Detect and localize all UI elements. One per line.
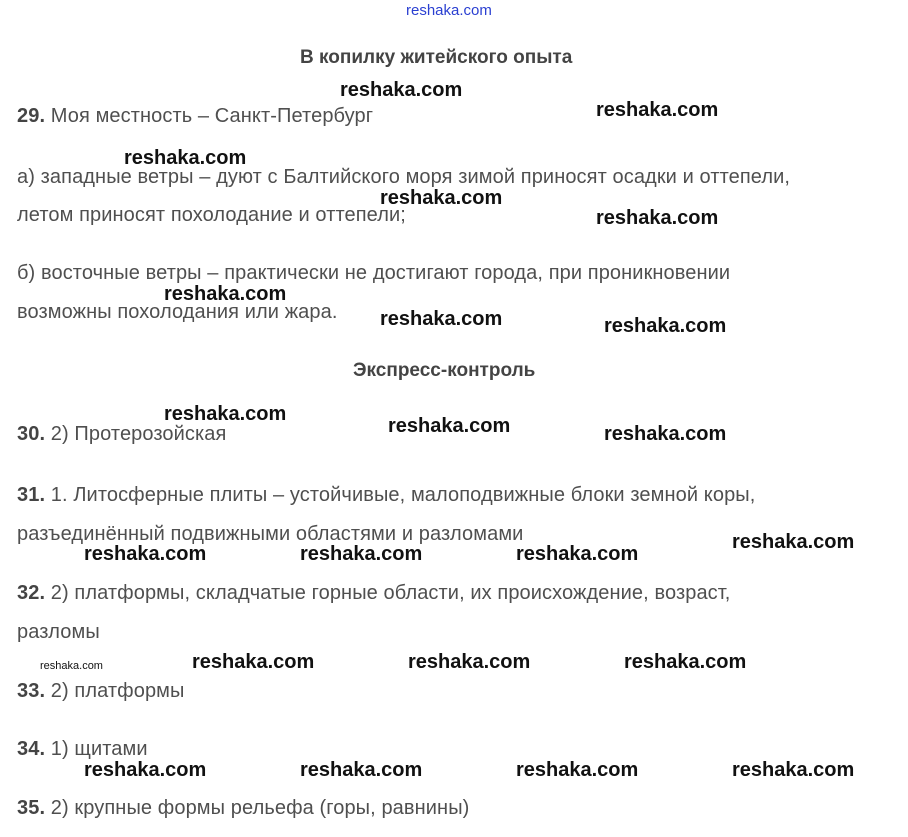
answer-text: 2) Протерозойская — [50, 423, 227, 445]
question-number: 30. — [17, 423, 46, 445]
watermark: reshaka.com — [300, 543, 423, 565]
watermark-small: reshaka.com — [40, 660, 103, 672]
watermark: reshaka.com — [164, 403, 287, 425]
answer-text: 2) крупные формы рельефа (горы, равнины) — [50, 797, 470, 819]
question-number: 32. — [17, 582, 46, 604]
watermark-top: reshaka.com — [406, 2, 492, 19]
watermark: reshaka.com — [380, 308, 503, 330]
question-32-line-2: разломы — [17, 621, 100, 643]
question-32-line-1 — [17, 582, 730, 605]
answer-29b-line-2: возможны похолодания или жара. — [17, 301, 338, 323]
watermark: reshaka.com — [604, 315, 727, 337]
section-heading-express-control: Экспресс-контроль — [353, 360, 536, 381]
watermark: reshaka.com — [408, 651, 531, 673]
question-number: 31. — [17, 484, 46, 506]
watermark: reshaka.com — [732, 759, 855, 781]
watermark: reshaka.com — [164, 283, 287, 305]
question-number: 34. — [17, 738, 46, 760]
watermark: reshaka.com — [604, 423, 727, 445]
answer-text: 1. Литосферные плиты – устойчивые, малоподвижные блоки земной коры, — [50, 484, 756, 506]
answer-text: 1) щитами — [50, 738, 148, 760]
answer-text: 2) платформы, складчатые горные области, их происхождение, возраст, — [50, 582, 731, 604]
answer-29b-line-1: б) восточные ветры – практически не достигают города, при проникновении — [17, 262, 731, 284]
watermark: reshaka.com — [192, 651, 315, 673]
watermark: reshaka.com — [380, 187, 503, 209]
watermark: reshaka.com — [300, 759, 423, 781]
watermark: reshaka.com — [596, 99, 719, 121]
answer-29a-line-1: а) западные ветры – дуют с Балтийского моря зимой приносят осадки и оттепели, — [17, 166, 791, 188]
watermark: reshaka.com — [732, 531, 855, 553]
question-29 — [17, 105, 373, 128]
question-number: 29. — [17, 105, 46, 127]
section-heading-life-experience: В копилку житейского опыта — [300, 47, 573, 68]
question-31-line-1 — [17, 484, 755, 507]
watermark: reshaka.com — [124, 147, 247, 169]
watermark: reshaka.com — [84, 759, 207, 781]
question-30 — [17, 423, 226, 446]
answer-29a-line-2: летом приносят похолодание и оттепели; — [17, 204, 406, 226]
watermark: reshaka.com — [340, 79, 463, 101]
watermark: reshaka.com — [388, 415, 511, 437]
question-number: 35. — [17, 797, 46, 819]
watermark: reshaka.com — [516, 543, 639, 565]
question-35 — [17, 797, 469, 820]
question-number: 33. — [17, 680, 46, 702]
question-31-line-2: разъединённый подвижными областями и разломами — [17, 523, 524, 545]
watermark: reshaka.com — [596, 207, 719, 229]
watermark: reshaka.com — [84, 543, 207, 565]
answer-text: Моя местность – Санкт-Петербург — [50, 105, 374, 127]
watermark: reshaka.com — [624, 651, 747, 673]
question-33 — [17, 680, 185, 703]
question-34 — [17, 738, 148, 761]
watermark: reshaka.com — [516, 759, 639, 781]
answer-text: 2) платформы — [50, 680, 185, 702]
